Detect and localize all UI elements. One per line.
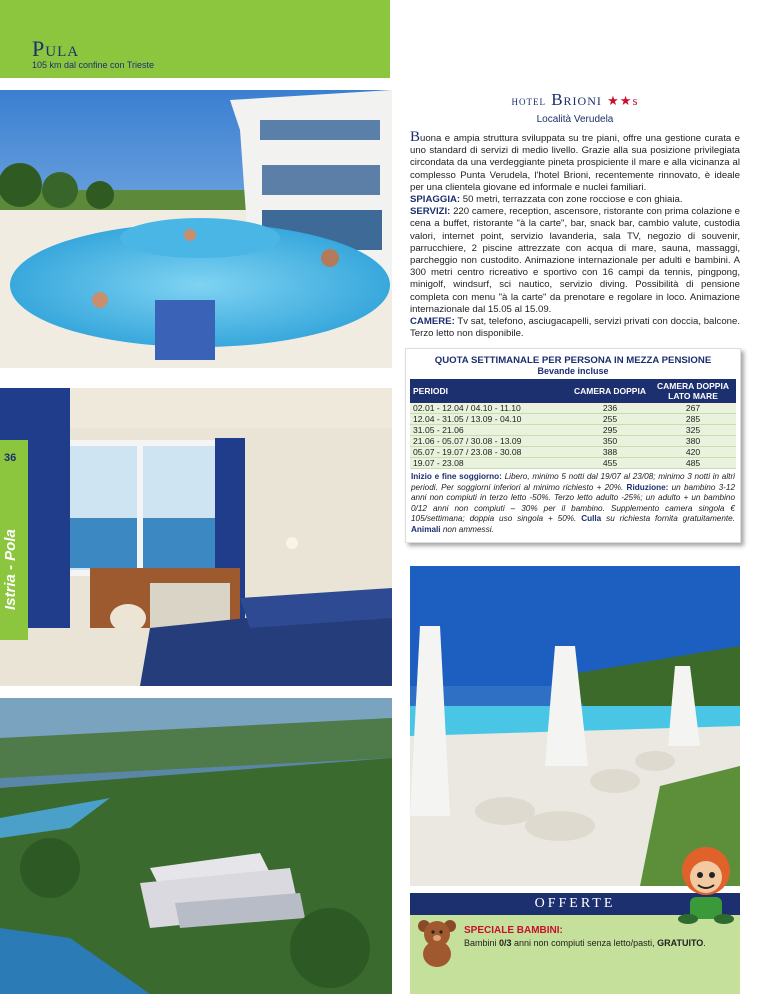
hotel-prefix: hotel — [511, 93, 546, 108]
offer-item-title: SPECIALE BAMBINI: — [464, 925, 563, 936]
doppia-cell: 388 — [570, 447, 650, 458]
price-title: QUOTA SETTIMANALE PER PERSONA IN MEZZA PENSIONE — [434, 355, 712, 366]
city-title: Pula — [32, 36, 80, 61]
price-subtitle: Bevande incluse — [537, 366, 609, 376]
servizi-text: 220 camere, reception, ascensore, ristorante con prima colazione e cena a buffet, ristorante "à la carte", bar, snack bar, cambio valute, custodia valori, internet point, servizio lavanderia, sala TV, negozio di souvenir, parrucchiere, 2 piscine attrezzate con acqua di mare, sauna, massaggi, parcheggio non custodito. Animazione internazionale per adulti e bambini. A 300 metri centro ricreativo e sportivo con 16 campi da tennis, pingpong, minigolf, windsurf, sci nautico, servizio diving. Possibilità di pensione completa con menu "à la carte" da prenotare e regolare in loco. Animazione internazionale dal 15.05 al 15.09. — [410, 206, 740, 315]
offer-item-text — [464, 938, 706, 948]
lato-mare-cell: 285 — [650, 414, 736, 425]
hotel-title — [410, 90, 740, 110]
note-label-animali: Animali — [411, 524, 441, 534]
offer-free: GRATUITO — [657, 938, 704, 948]
intro-text: uona e ampia struttura sviluppata su tre piani, offre una gestione curata e uno standard di servizi di medio livello. Grazie alla sua posizione privilegiata circondata da una verdeggiante pineta prospiciente il mare e alla vicinanza al complesso Punta Verudela, l'hotel Brioni, recentemente rinnovato, è ideale per una clientela giovane ed informale e nuclei familiari. — [410, 133, 740, 193]
room-photo — [0, 388, 392, 686]
note-label-soggiorno: Inizio e fine soggiorno: — [411, 472, 502, 481]
offer-end: . — [703, 938, 706, 948]
lato-mare-cell: 325 — [650, 425, 736, 436]
table-row — [410, 403, 736, 414]
price-box — [405, 348, 741, 543]
servizi-label: SERVIZI: — [410, 206, 451, 218]
spiaggia-text: 50 metri, terrazzata con zone rocciose e con ghiaia. — [460, 194, 683, 206]
period-cell: 21.06 - 05.07 / 30.08 - 13.09 — [410, 436, 570, 447]
offers-title: OFFERTE — [410, 893, 740, 915]
period-cell: 05.07 - 19.07 / 23.08 - 30.08 — [410, 447, 570, 458]
offer-age: 0/3 — [499, 938, 512, 948]
doppia-cell: 295 — [570, 425, 650, 436]
section-tab — [0, 440, 28, 640]
header-camera-doppia: CAMERA DOPPIA — [570, 379, 650, 403]
cartoon-mascot-icon — [670, 845, 742, 925]
table-row — [410, 425, 736, 436]
pool-photo — [0, 90, 392, 368]
camere-text: Tv sat, telefono, asciugacapelli, servizi privati con doccia, balcone. Terzo letto non disponibile. — [410, 316, 740, 340]
offer-text-2: anni non compiuti senza letto/pasti, — [511, 938, 658, 948]
doppia-cell: 255 — [570, 414, 650, 425]
spiaggia-label: SPIAGGIA: — [410, 194, 461, 206]
note-text-3: su richiesta fornita gratuitamente. — [601, 514, 735, 523]
header-periodi: PERIODI — [410, 379, 570, 403]
period-cell: 19.07 - 23.08 — [410, 458, 570, 469]
intro-dropcap: B — [410, 129, 421, 145]
lato-mare-cell: 267 — [650, 403, 736, 414]
offer-text-1: Bambini — [464, 938, 500, 948]
city-subtitle: 105 km dal confine con Trieste — [32, 60, 155, 70]
note-text-2: un bambino 3-12 anni non compiuti in terzo letto -50%. Terzo letto adulto -25%; un adulto + un bambino 0/12 anni non compiuti – 30% per il bambino. Supplemento camera singola € 105/settimana; doppia uso singola + 50%. — [411, 482, 735, 523]
doppia-cell: 236 — [570, 403, 650, 414]
note-text-4: non ammessi. — [440, 524, 494, 534]
lato-mare-cell: 420 — [650, 447, 736, 458]
hotel-name: Brioni — [551, 90, 602, 109]
lato-mare-cell: 485 — [650, 458, 736, 469]
hotel-stars: ★★s — [607, 93, 639, 108]
header-lato-mare: CAMERA DOPPIA LATO MARE — [650, 379, 736, 403]
period-cell: 12.04 - 31.05 / 13.09 - 04.10 — [410, 414, 570, 425]
table-row — [410, 414, 736, 425]
note-label-culla: Culla — [581, 514, 602, 523]
price-notes — [411, 472, 735, 535]
beach-photo — [410, 566, 740, 886]
period-cell: 31.05 - 21.06 — [410, 425, 570, 436]
doppia-cell: 455 — [570, 458, 650, 469]
section-label: Istria - Pola — [2, 529, 19, 610]
aerial-photo — [0, 698, 392, 994]
table-row — [410, 447, 736, 458]
hotel-description — [410, 131, 740, 340]
table-row — [410, 436, 736, 447]
page-number: 36 — [4, 452, 17, 464]
note-text-1: Libero, minimo 5 notti dal 19/07 al 23/08; minimo 3 notti in altri periodi. Per soggiorni inferiori al minimo richiesto + 20%. — [411, 472, 735, 492]
hotel-locality: Località Verudela — [536, 114, 614, 125]
price-table — [410, 379, 736, 469]
doppia-cell: 350 — [570, 436, 650, 447]
lato-mare-cell: 380 — [650, 436, 736, 447]
camere-label: CAMERE: — [410, 316, 455, 328]
note-label-riduzione: Riduzione: — [626, 482, 669, 492]
period-cell: 02.01 - 12.04 / 04.10 - 11.10 — [410, 403, 570, 414]
teddy-bear-icon — [414, 918, 460, 968]
table-row — [410, 458, 736, 469]
